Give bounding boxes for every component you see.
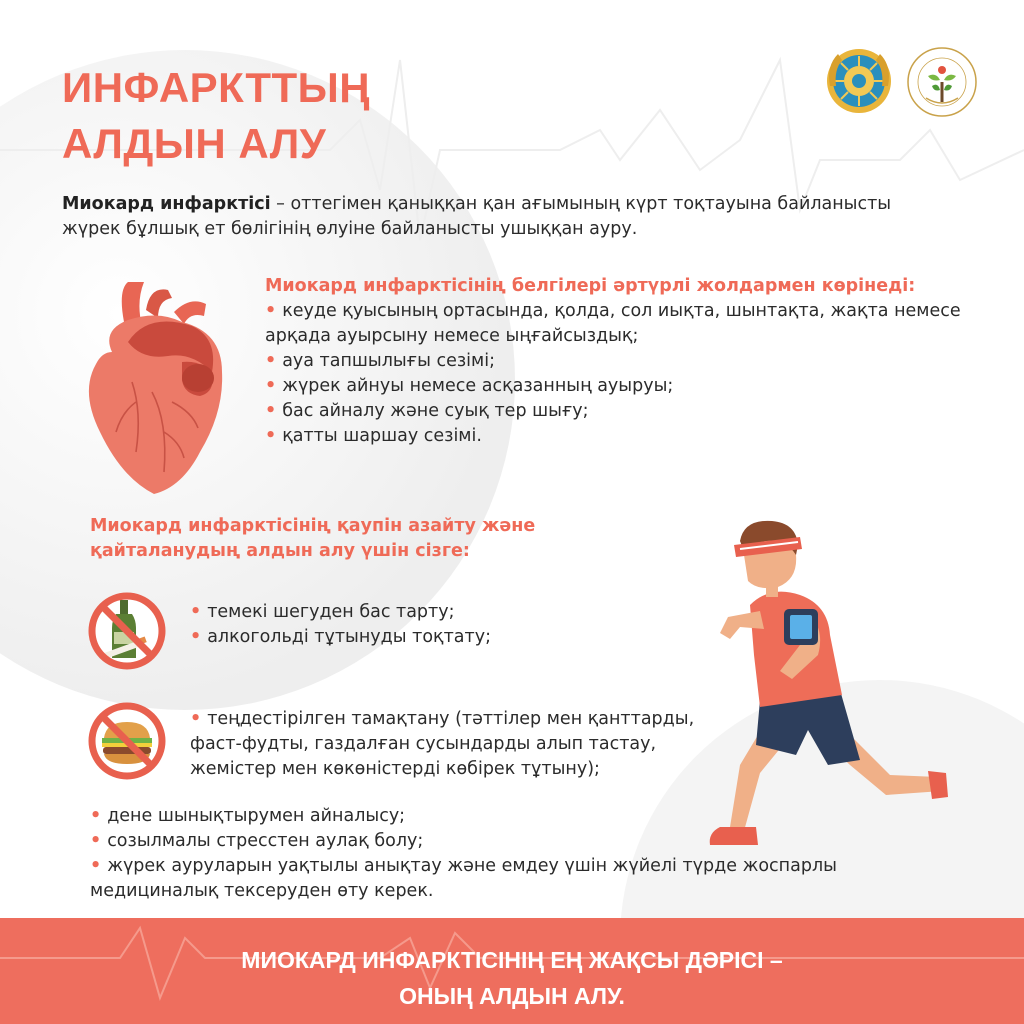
list-item: • алкогольді тұтынуды тоқтату; [190, 625, 670, 650]
list-item: • жүрек айнуы немесе асқазанның ауыруы; [265, 374, 985, 399]
no-fast-food-icon [86, 700, 168, 782]
page-title [62, 60, 370, 172]
symptoms-list [265, 299, 985, 449]
no-smoking-alcohol-icon [86, 590, 168, 672]
list-item: • жүрек ауруларын уақтылы анықтау және емдеу үшін жүйелі түрде жоспарлы медициналық тексеруден өту керек. [90, 854, 930, 904]
prevention-group-1 [190, 600, 670, 650]
title-line-1: ИНФАРКТТЫҢ [62, 64, 371, 111]
list-item-continuation: фаст-фудты, газдалған сусындарды алып тастау, [190, 734, 657, 754]
prevention-title-line-1: Миокард инфарктісінің қаупін азайту және [90, 516, 536, 536]
health-center-logo-icon [906, 46, 978, 118]
footer-line-1: МИОКАРД ИНФАРКТІСІНІҢ ЕҢ ЖАҚСЫ ДӘРІСІ – [241, 947, 783, 973]
list-item: • кеуде қуысының ортасында, қолда, сол иықта, шынтақта, жақта немесе арқада ауырсыну немесе ыңғайсыздық; [265, 299, 985, 349]
intro-definition: – оттегімен қаныққан қан ағымының күрт тоқтауына байланысты жүрек бұлшық ет бөлігінің өлуіне байланысты ушыққан ауру. [62, 194, 892, 239]
intro-term: Миокард инфарктісі [62, 194, 271, 214]
prevention-group-2 [190, 707, 750, 782]
list-item: • теңдестірілген тамақтану (тәттілер мен қанттарды, [190, 707, 750, 732]
list-item: • қатты шаршау сезімі. [265, 424, 985, 449]
list-item: • ауа тапшылығы сезімі; [265, 349, 985, 374]
list-item-continuation: жемістер мен көкөністерді көбірек тұтыну); [190, 759, 600, 779]
intro-paragraph [62, 192, 922, 242]
footer-slogan [0, 942, 1024, 1014]
prevention-title [90, 514, 710, 564]
list-item: • темекі шегуден бас тарту; [190, 600, 670, 625]
title-line-2: АЛДЫН АЛУ [62, 120, 327, 167]
footer-line-2: ОНЫҢ АЛДЫН АЛУ. [399, 983, 625, 1009]
symptoms-title: Миокард инфарктісінің белгілері әртүрлі жолдармен көрінеді: [265, 276, 916, 296]
heart-illustration [72, 282, 242, 497]
list-item: • бас айналу және суық тер шығу; [265, 399, 985, 424]
list-item: • созылмалы стресстен аулақ болу; [90, 829, 930, 854]
symptoms-section [265, 274, 985, 449]
prevention-title-line-2: қайталанудың алдын алу үшін сізге: [90, 541, 470, 561]
list-item: • дене шынықтырумен айналысу; [90, 804, 930, 829]
prevention-group-3 [90, 804, 930, 904]
kazakhstan-emblem-icon [824, 46, 894, 116]
